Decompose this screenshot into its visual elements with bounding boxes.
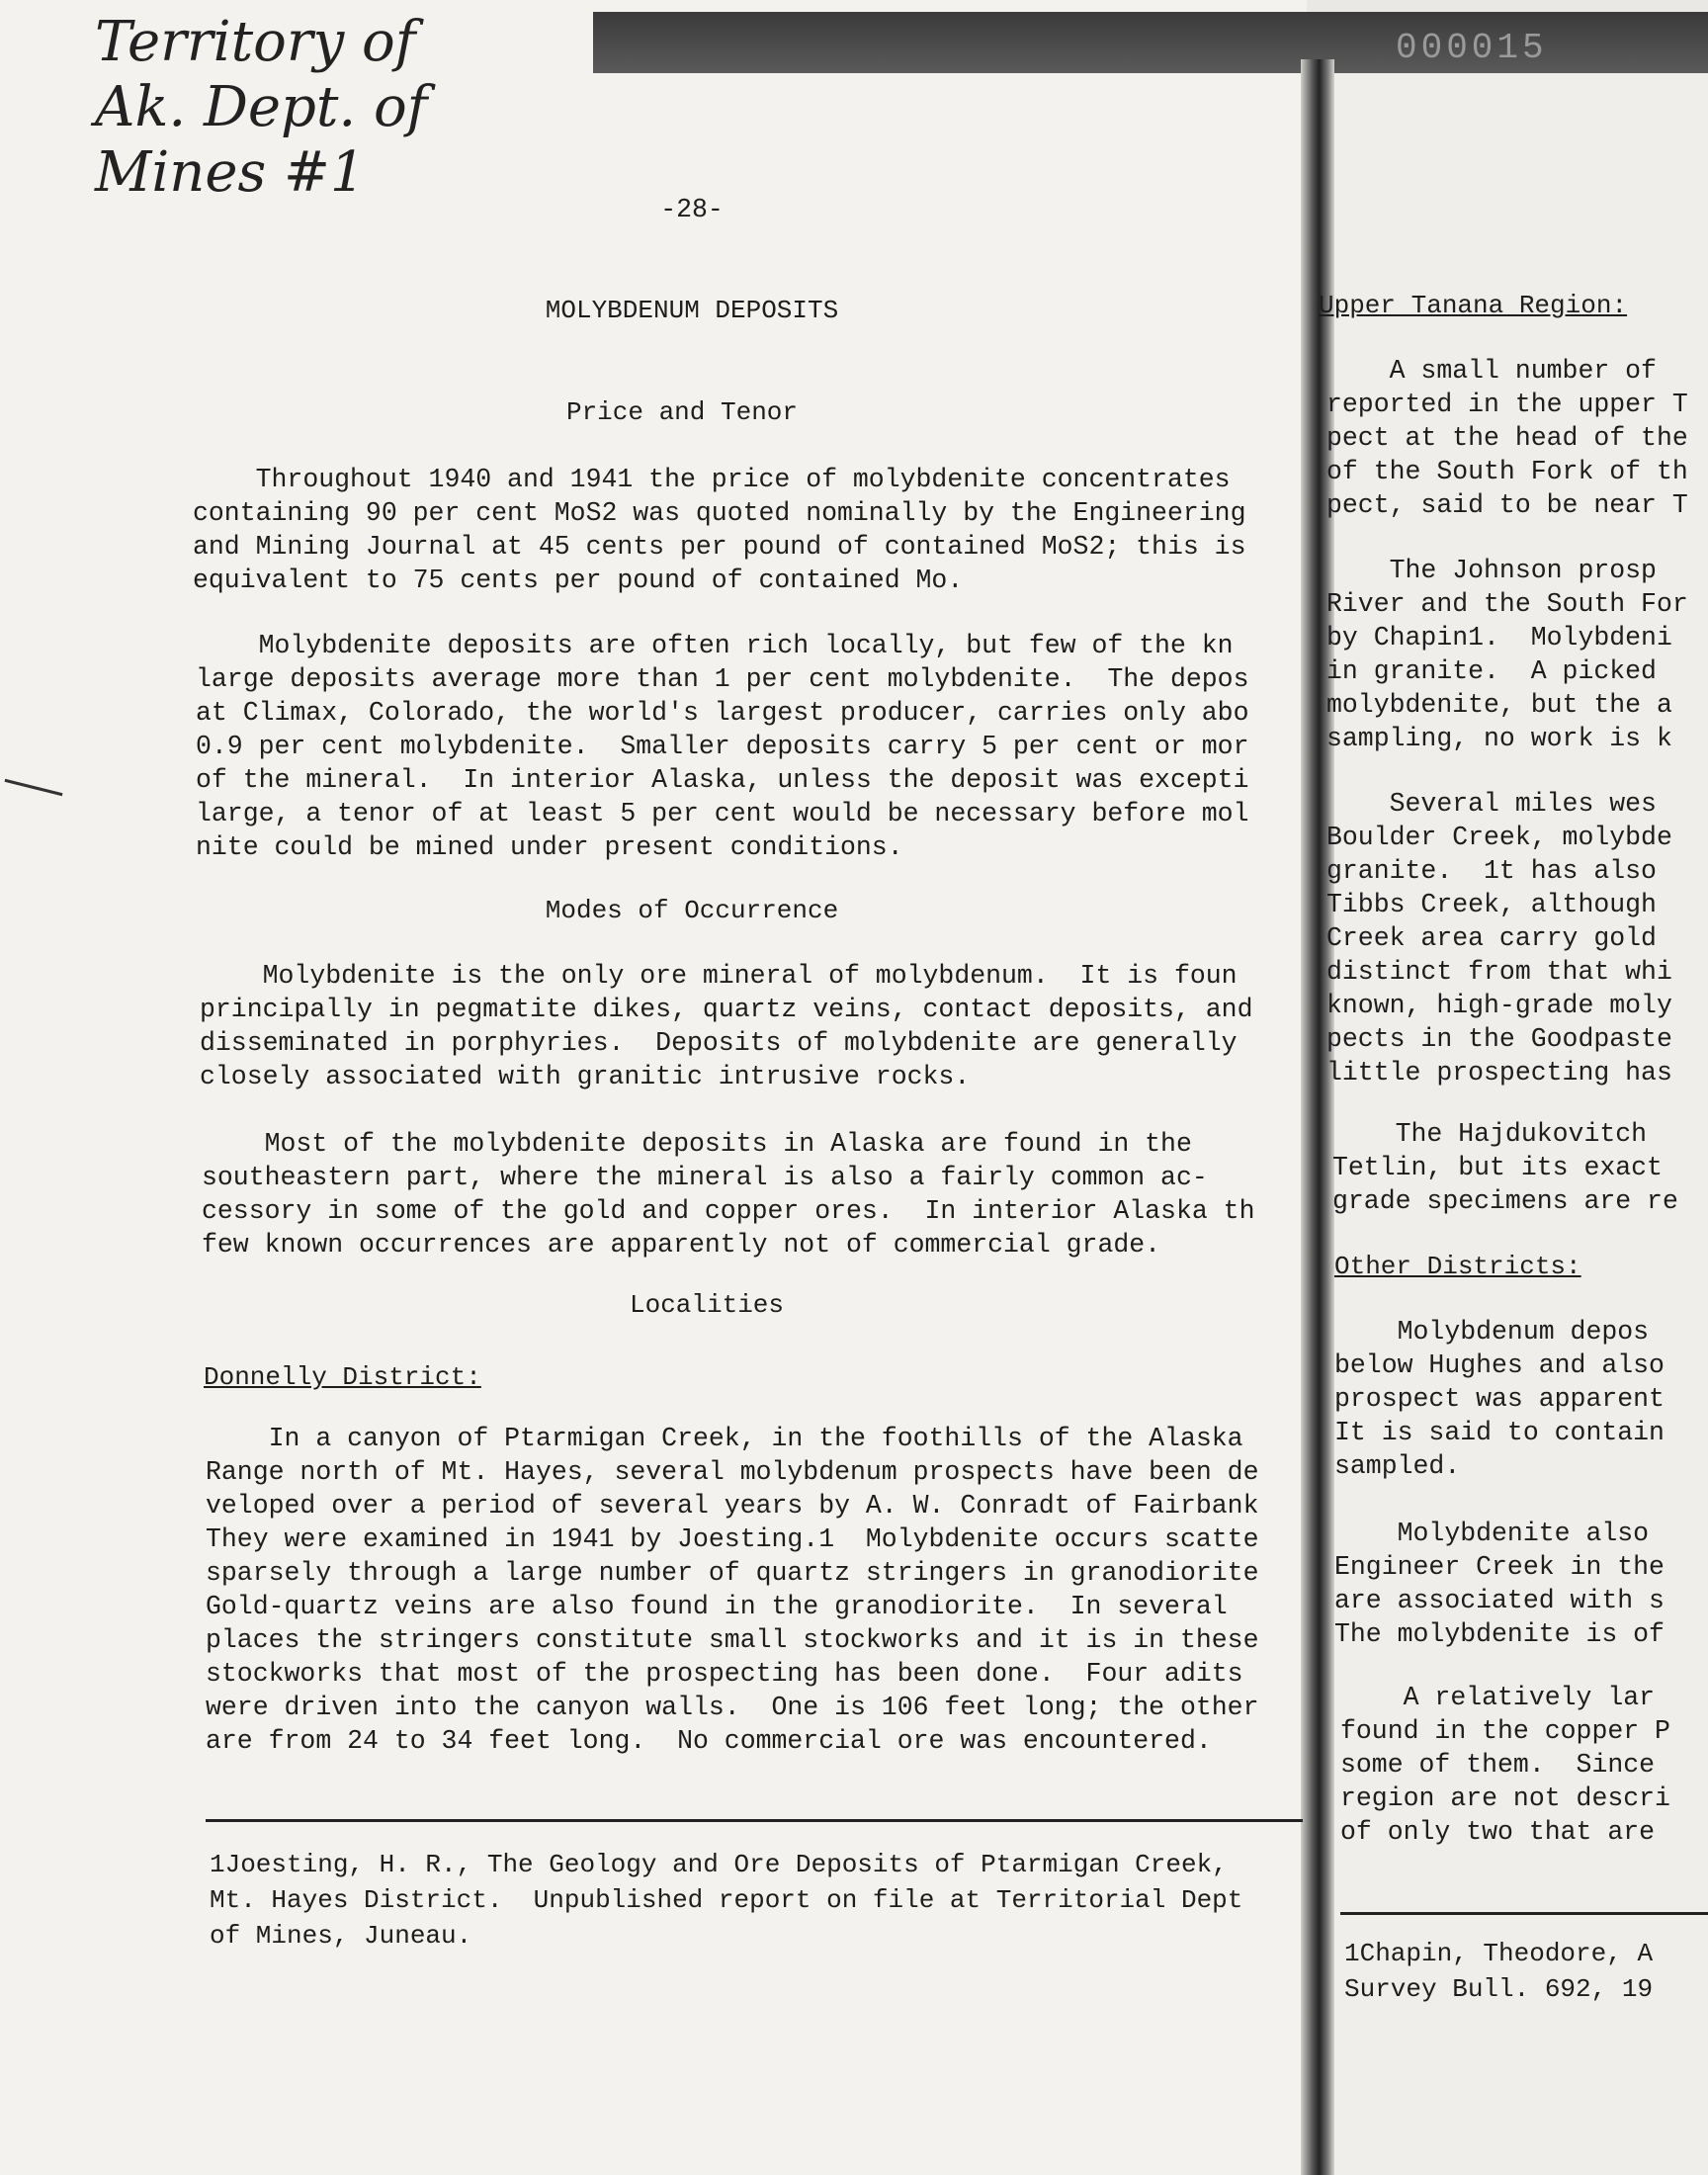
text-line: were driven into the canyon walls. One is 106 feet long; the other (206, 1693, 1259, 1722)
text-line: They were examined in 1941 by Joesting.1 Molybdenite occurs scatte (206, 1524, 1259, 1554)
text-line: pects in the Goodpaste (1326, 1024, 1672, 1054)
paragraph-alaska (202, 1127, 1309, 1262)
text-line: and Mining Journal at 45 cents per pound of contained MoS2; this is (193, 532, 1246, 562)
text-line: are associated with s (1334, 1586, 1665, 1615)
section-heading-price: Price and Tenor (565, 397, 799, 427)
district-heading-donnelly: Donnelly District: (204, 1362, 481, 1392)
text-line: Tibbs Creek, although (1326, 890, 1657, 919)
section-heading-modes: Modes of Occurrence (545, 896, 839, 925)
handwritten-line: Ak. Dept. of (95, 75, 428, 139)
text-line: Molybdenum depos (1334, 1317, 1650, 1347)
text-line: large, a tenor of at least 5 per cent would be necessary before mol (196, 799, 1249, 828)
footnote-line: 1Joesting, H. R., The Geology and Ore Deposits of Ptarmigan Creek, (210, 1850, 1228, 1879)
text-line: grade specimens are re (1332, 1186, 1678, 1216)
text-line: places the stringers constitute small stockworks and it is in these (206, 1625, 1259, 1655)
text-line: of the South Fork of th (1326, 457, 1688, 486)
footnote-line: Mt. Hayes District. Unpublished report on file at Territorial Dept (210, 1885, 1243, 1915)
paragraph-tenor (196, 629, 1313, 864)
paragraph-hajdukovitch (1332, 1117, 1678, 1218)
page-title: MOLYBDENUM DEPOSITS (545, 296, 839, 325)
text-line: A relatively lar (1340, 1683, 1656, 1712)
text-line: Engineer Creek in the (1334, 1552, 1665, 1582)
text-line: Tetlin, but its exact (1332, 1153, 1663, 1182)
text-line: by Chapin1. Molybdeni (1326, 623, 1672, 652)
text-line: large deposits average more than 1 per cent molybdenite. The depos (196, 664, 1249, 694)
paragraph-boulder-creek (1326, 787, 1672, 1089)
text-line: stockworks that most of the prospecting has been done. Four adits (206, 1659, 1243, 1689)
text-line: Creek area carry gold (1326, 923, 1657, 953)
footnote-line: Survey Bull. 692, 19 (1344, 1974, 1654, 2004)
text-line: nite could be mined under present conditions. (196, 832, 903, 862)
text-line: The molybdenite is of (1334, 1619, 1665, 1649)
right-page-content (1319, 0, 1708, 2175)
text-line: The Hajdukovitch (1332, 1119, 1648, 1149)
text-line: in granite. A picked (1326, 656, 1657, 686)
text-line: Boulder Creek, molybde (1326, 823, 1672, 852)
text-line: River and the South For (1326, 589, 1688, 619)
text-line: 0.9 per cent molybdenite. Smaller deposits carry 5 per cent or mor (196, 732, 1249, 761)
text-line: of only two that are (1340, 1817, 1656, 1847)
text-line: veloped over a period of several years by A. W. Conradt of Fairbank (206, 1491, 1259, 1521)
text-line: cessory in some of the gold and copper ores. In interior Alaska th (202, 1196, 1255, 1226)
text-line: Molybdenite is the only ore mineral of molybdenum. It is foun (200, 961, 1238, 991)
stamp-number: 000015 (1396, 28, 1548, 68)
text-line: Throughout 1940 and 1941 the price of molybdenite concentrates (193, 465, 1231, 494)
text-line: containing 90 per cent MoS2 was quoted nominally by the Engineering (193, 498, 1246, 528)
footnote-joesting (210, 1847, 1307, 1954)
paragraph-copper-river (1340, 1681, 1670, 1849)
paragraph-upper-tanana (1326, 354, 1688, 522)
text-line: little prospecting has (1326, 1058, 1672, 1088)
region-heading-other-districts: Other Districts: (1334, 1252, 1581, 1281)
text-line: known, high-grade moly (1326, 991, 1672, 1020)
text-line: equivalent to 75 cents per pound of contained Mo. (193, 566, 964, 595)
paragraph-hughes (1334, 1315, 1665, 1483)
handwritten-note (95, 10, 550, 206)
text-line: found in the copper P (1340, 1716, 1670, 1746)
paragraph-price (193, 463, 1310, 597)
text-line: prospect was apparent (1334, 1384, 1665, 1414)
paragraph-johnson (1326, 554, 1688, 755)
text-line: The Johnson prosp (1326, 556, 1657, 585)
text-line: It is said to contain (1334, 1418, 1665, 1447)
text-line: Gold-quartz veins are also found in the granodiorite. In several (206, 1592, 1228, 1621)
text-line: In a canyon of Ptarmigan Creek, in the foothills of the Alaska (206, 1424, 1243, 1453)
handwritten-line: Mines #1 (95, 140, 366, 205)
text-line: Most of the molybdenite deposits in Alaska are found in the (202, 1129, 1192, 1159)
text-line: granite. 1t has also (1326, 856, 1657, 886)
text-line: sampling, no work is k (1326, 724, 1672, 753)
paragraph-donnelly (206, 1422, 1309, 1758)
text-line: reported in the upper T (1326, 390, 1688, 419)
footnote-rule (206, 1819, 1303, 1822)
text-line: Molybdenite also (1334, 1519, 1650, 1548)
text-line: sampled. (1334, 1451, 1461, 1481)
region-heading-upper-tanana: Upper Tanana Region: (1319, 291, 1628, 320)
text-line: pect, said to be near T (1326, 490, 1688, 520)
footnote-line: 1Chapin, Theodore, A (1344, 1939, 1654, 1968)
footnote-chapin (1344, 1936, 1653, 2007)
text-line: sparsely through a large number of quartz stringers in granodiorite (206, 1558, 1259, 1588)
text-line: distinct from that whi (1326, 957, 1672, 987)
text-line: A small number of (1326, 356, 1657, 386)
text-line: closely associated with granitic intrusive rocks. (200, 1062, 971, 1091)
paragraph-modes (200, 959, 1307, 1093)
footnote-line: of Mines, Juneau. (210, 1921, 472, 1951)
text-line: at Climax, Colorado, the world's largest producer, carries only abo (196, 698, 1249, 728)
text-line: southeastern part, where the mineral is also a fairly common ac- (202, 1163, 1208, 1192)
text-line: Several miles wes (1326, 789, 1657, 819)
text-line: disseminated in porphyries. Deposits of molybdenite are generally (200, 1028, 1238, 1058)
paragraph-engineer-creek (1334, 1517, 1665, 1651)
text-line: principally in pegmatite dikes, quartz veins, contact deposits, and (200, 995, 1253, 1024)
text-line: Molybdenite deposits are often rich locally, but few of the kn (196, 631, 1234, 660)
text-line: Range north of Mt. Hayes, several molybdenum prospects have been de (206, 1457, 1259, 1487)
footnote-rule (1340, 1912, 1708, 1915)
text-line: of the mineral. In interior Alaska, unless the deposit was excepti (196, 765, 1249, 795)
text-line: region are not descri (1340, 1784, 1670, 1813)
text-line: some of them. Since (1340, 1750, 1656, 1780)
handwritten-line: Territory of (95, 10, 416, 74)
text-line: few known occurrences are apparently not of commercial grade. (202, 1230, 1161, 1260)
page-number: -28- (660, 195, 724, 224)
text-line: pect at the head of the (1326, 423, 1688, 453)
text-line: are from 24 to 34 feet long. No commercial ore was encountered. (206, 1726, 1212, 1756)
text-line: molybdenite, but the a (1326, 690, 1672, 720)
section-heading-localities: Localities (629, 1290, 785, 1320)
text-line: below Hughes and also (1334, 1350, 1665, 1380)
